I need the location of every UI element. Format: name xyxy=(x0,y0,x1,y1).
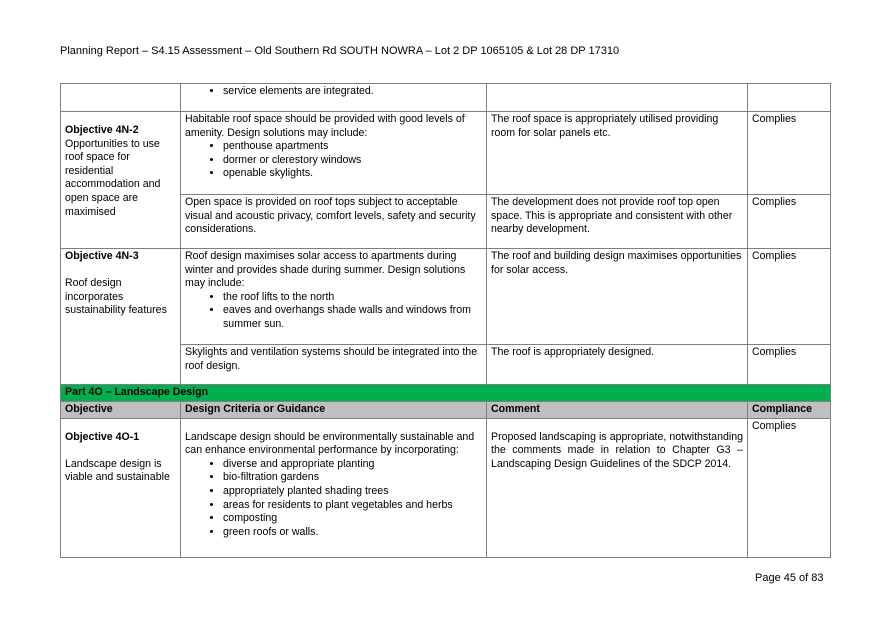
list-item: • areas for residents to plant vegetables and herbs xyxy=(223,499,482,513)
bullet-list xyxy=(185,140,482,181)
compliance-cell: Complies xyxy=(748,418,831,557)
list-item: • green roofs or walls. xyxy=(223,526,482,540)
table-row xyxy=(61,249,831,345)
compliance-cell: Complies xyxy=(748,195,831,249)
objective-cell xyxy=(61,112,181,249)
criteria-cell xyxy=(181,249,487,345)
objective-description: Opportunities to use roof space for residential accommodation and open space are maximised xyxy=(65,137,161,218)
criteria-cell: Skylights and ventilation systems should be integrated into the roof design. xyxy=(181,345,487,385)
list-item: • appropriately planted shading trees xyxy=(223,485,482,499)
list-item: • composting xyxy=(223,512,482,526)
table-row xyxy=(61,84,831,112)
page-header: Planning Report – S4.15 Assessment – Old Southern Rd SOUTH NOWRA – Lot 2 DP 1065105 & Lot 28 DP 17310 xyxy=(60,45,620,57)
objective-title: Objective 4N-2 xyxy=(65,124,139,136)
criteria-cell: Open space is provided on roof tops subject to acceptable visual and acoustic privacy, comfort levels, safety and security considerations. xyxy=(181,195,487,249)
section-header-row xyxy=(61,385,831,402)
objective-description: Roof design incorporates sustainability features xyxy=(65,277,167,317)
bullet-list xyxy=(185,291,482,332)
comment-cell: The roof is appropriately designed. xyxy=(487,345,748,385)
compliance-cell: Complies xyxy=(748,345,831,385)
list-item: • eaves and overhangs shade walls and windows from summer sun. xyxy=(223,304,482,331)
compliance-cell: Complies xyxy=(748,249,831,345)
list-item: • dormer or clerestory windows xyxy=(223,154,482,168)
bullet-list xyxy=(185,458,482,540)
column-header-criteria: Design Criteria or Guidance xyxy=(181,402,487,419)
criteria-text: Roof design maximises solar access to apartments during winter and provides shade during summer. Design solutions may include: xyxy=(185,250,466,290)
criteria-cell xyxy=(181,112,487,195)
criteria-cell xyxy=(181,84,487,112)
compliance-cell: Complies xyxy=(748,112,831,195)
comment-cell: Proposed landscaping is appropriate, notwithstanding the comments made in relation to Chapter G3 – Landscaping Design Guidelines of the SDCP 2014. xyxy=(487,418,748,557)
list-item: • penthouse apartments xyxy=(223,140,482,154)
comment-cell: The roof and building design maximises opportunities for solar access. xyxy=(487,249,748,345)
criteria-text: Habitable roof space should be provided with good levels of amenity. Design solutions may include: xyxy=(185,113,465,139)
list-item: • the roof lifts to the north xyxy=(223,291,482,305)
comment-cell xyxy=(487,84,748,112)
column-header-compliance: Compliance xyxy=(748,402,831,419)
list-item: • openable skylights. xyxy=(223,167,482,181)
objective-description: Landscape design is viable and sustainable xyxy=(65,457,170,484)
criteria-text: Landscape design should be environmentally sustainable and can enhance environmental performance by incorporating: xyxy=(185,430,475,457)
bullet-list xyxy=(185,85,482,99)
column-header-row xyxy=(61,402,831,419)
assessment-table xyxy=(60,83,831,558)
column-header-objective: Objective xyxy=(61,402,181,419)
criteria-cell xyxy=(181,418,487,557)
table-row xyxy=(61,418,831,557)
list-item: • service elements are integrated. xyxy=(223,85,482,99)
column-header-comment: Comment xyxy=(487,402,748,419)
objective-cell xyxy=(61,418,181,557)
table-row xyxy=(61,112,831,195)
list-item: • diverse and appropriate planting xyxy=(223,458,482,472)
comment-cell: The roof space is appropriately utilised providing room for solar panels etc. xyxy=(487,112,748,195)
section-title: Part 4O – Landscape Design xyxy=(61,385,831,402)
objective-cell xyxy=(61,249,181,385)
comment-cell: The development does not provide roof top open space. This is appropriate and consistent with other nearby development. xyxy=(487,195,748,249)
compliance-cell xyxy=(748,84,831,112)
page-number: Page 45 of 83 xyxy=(755,572,824,584)
objective-title: Objective 4O-1 xyxy=(65,430,140,443)
list-item: • bio-filtration gardens xyxy=(223,471,482,485)
objective-cell xyxy=(61,84,181,112)
objective-title: Objective 4N-3 xyxy=(65,250,139,262)
